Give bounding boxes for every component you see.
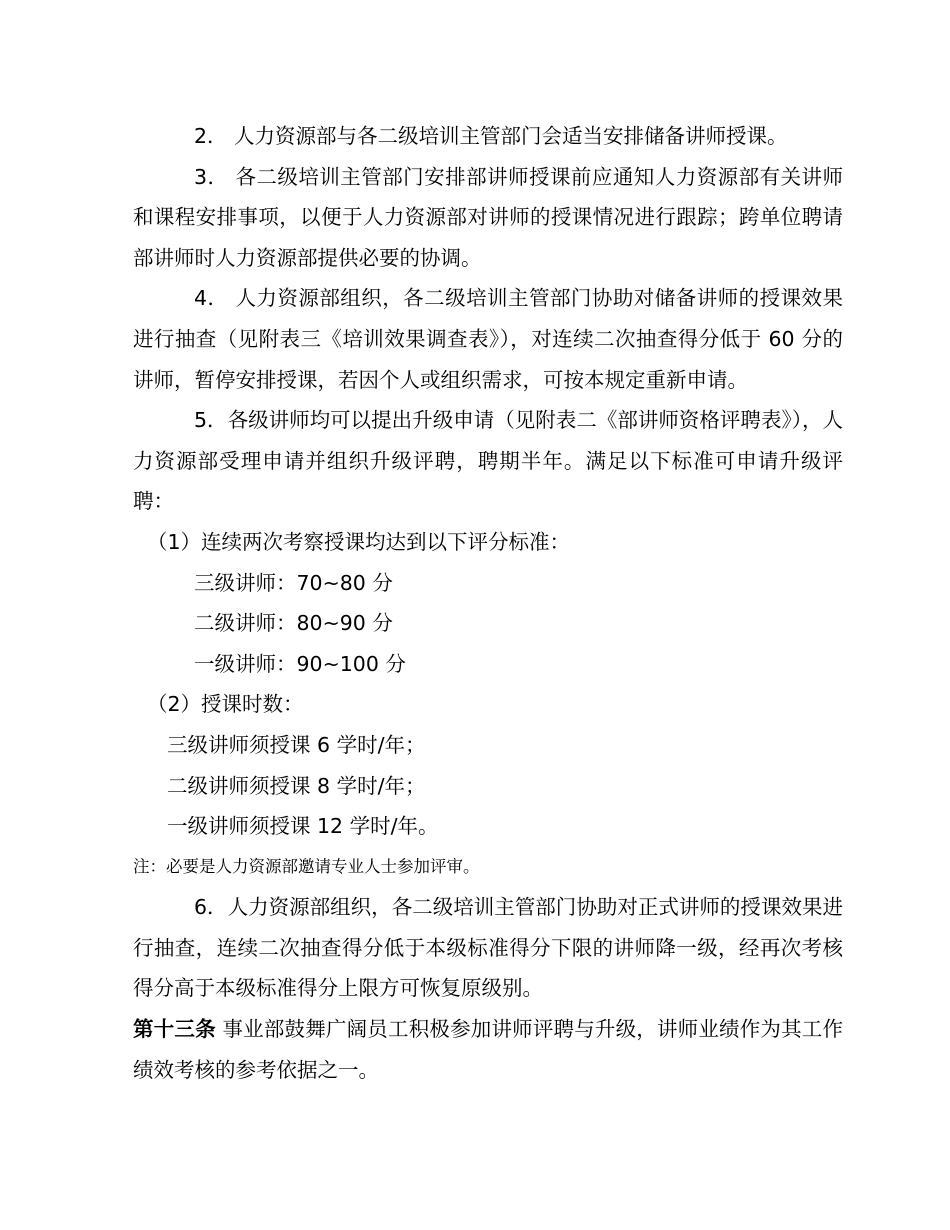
criteria-2-title: （2）授课时数： xyxy=(147,692,304,717)
criteria-2-item: 三级讲师须授课 6 学时/年； xyxy=(167,732,426,757)
criteria-1-item: 一级讲师：90~100 分 xyxy=(194,651,406,676)
document-body xyxy=(133,116,843,1090)
note: 注：必要是人力资源部邀请专业人士参加评审。 xyxy=(133,856,480,876)
criteria-2-item: 一级讲师须授课 12 学时/年。 xyxy=(167,814,439,839)
article-13 xyxy=(133,1009,843,1090)
paragraph-2: 2． 人力资源部与各二级培训主管部门会适当安排储备讲师授课。 xyxy=(194,124,788,148)
article-13-text: 事业部鼓舞广阔员工积极参加讲师评聘与升级，讲师业绩作为其工作绩效考核的参考依据之一。 xyxy=(133,1017,844,1082)
criteria-1-item: 三级讲师：70~80 分 xyxy=(194,570,393,595)
article-13-label: 第十三条 xyxy=(133,1017,216,1042)
criteria-1-item: 二级讲师：80~90 分 xyxy=(194,611,393,636)
criteria-1-title: （1）连续两次考察授课均达到以下评分标准： xyxy=(147,529,571,554)
paragraph-3: 3． 各二级培训主管部门安排部讲师授课前应通知人力资源部有关讲师和课程安排事项，以便于人力资源部对讲师的授课情况进行跟踪；跨单位聘请部讲师时人力资源部提供必要的协调。 xyxy=(133,164,843,270)
paragraph-6: 6．人力资源部组织，各二级培训主管部门协助对正式讲师的授课效果进行抽查，连续二次抽查得分低于本级标准得分下限的讲师降一级，经再次考核得分高于本级标准得分上限方可恢复原级别。 xyxy=(133,895,843,1001)
paragraph-4: 4． 人力资源部组织，各二级培训主管部门协助对储备讲师的授课效果进行抽查（见附表三《培训效果调查表》），对连续二次抽查得分低于 60 分的讲师，暂停安排授课，若因个人或组织需求，可按本规定重新申请。 xyxy=(133,286,843,392)
criteria-2-item: 二级讲师须授课 8 学时/年； xyxy=(167,773,426,798)
paragraph-5: 5．各级讲师均可以提出升级申请（见附表二《部讲师资格评聘表》），人力资源部受理申请并组织升级评聘，聘期半年。满足以下标准可申请升级评聘： xyxy=(133,408,843,514)
